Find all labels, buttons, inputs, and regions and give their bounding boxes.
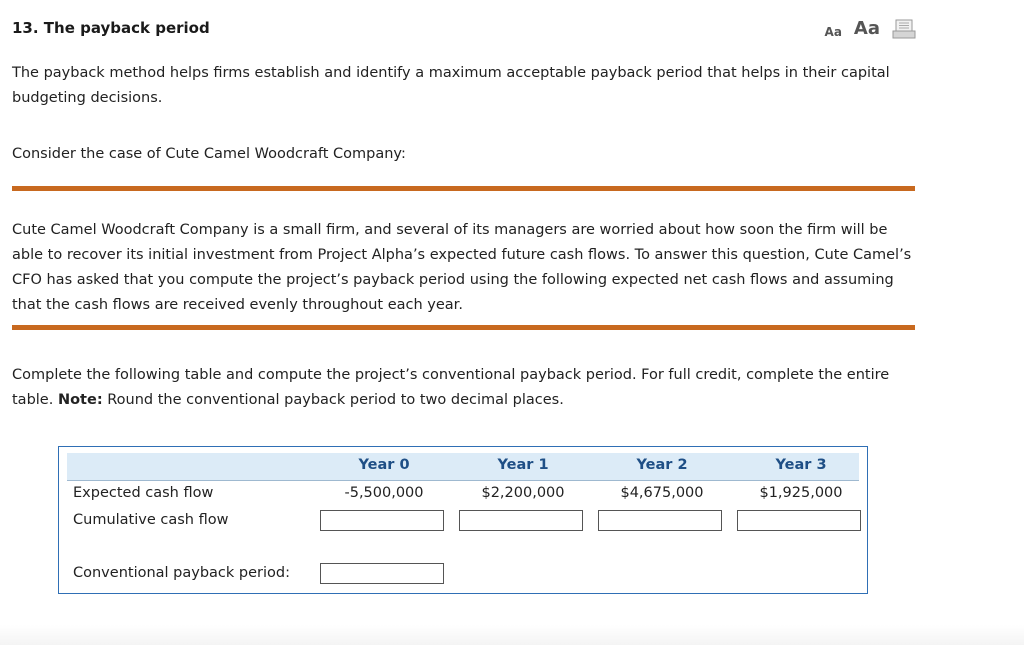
expected-cash-flow-year-2: $4,675,000 [620, 485, 704, 501]
increase-font-button[interactable]: Aa [853, 18, 880, 39]
instruction-paragraph [12, 363, 917, 413]
column-header-year-2: Year 2 [636, 457, 688, 473]
cumulative-cash-flow-year-1-input[interactable] [459, 510, 583, 531]
cumulative-cash-flow-year-3-input[interactable] [737, 510, 861, 531]
column-header-year-0: Year 0 [358, 457, 410, 473]
note-label: Note: [57, 392, 103, 408]
payback-table [58, 446, 868, 594]
decrease-font-button[interactable]: Aa [824, 25, 842, 39]
column-header-year-1: Year 1 [497, 457, 549, 473]
instruction-text: Complete the following table and compute the project’s conventional payback period. For full credit, complete the entire table. [12, 367, 890, 408]
cumulative-cash-flow-year-2-input[interactable] [598, 510, 722, 531]
print-icon[interactable] [892, 19, 916, 39]
expected-cash-flow-year-0: -5,500,000 [344, 485, 424, 501]
payback-period-label: Conventional payback period: [73, 565, 290, 581]
column-header-year-3: Year 3 [775, 457, 827, 473]
section-divider-bottom [12, 325, 915, 330]
page-title: 13. The payback period [12, 19, 210, 37]
expected-cash-flow-year-1: $2,200,000 [481, 485, 565, 501]
cumulative-cash-flow-year-0-input[interactable] [320, 510, 444, 531]
expected-cash-flow-year-3: $1,925,000 [759, 485, 843, 501]
cumulative-cash-flow-label: Cumulative cash flow [73, 512, 229, 528]
table-header-row [67, 453, 859, 481]
font-size-controls [825, 18, 916, 39]
section-divider-top [12, 186, 915, 191]
consider-paragraph: Consider the case of Cute Camel Woodcraft Company: [12, 146, 406, 162]
payback-period-input[interactable] [320, 563, 444, 584]
intro-paragraph: The payback method helps firms establish and identify a maximum acceptable payback period that helps in their capital budgeting decisions. [12, 65, 890, 106]
expected-cash-flow-label: Expected cash flow [73, 485, 214, 501]
bottom-fade [0, 625, 1024, 645]
scenario-paragraph: Cute Camel Woodcraft Company is a small firm, and several of its managers are worried about how soon the firm will be able to recover its initial investment from Project Alpha’s expected future cash flows. To answer this question, Cute Camel’s CFO has asked that you compute the project’s payback period using the following expected net cash flows and assuming that the cash flows are received evenly throughout each year. [12, 222, 912, 313]
note-text: Round the conventional payback period to two decimal places. [102, 392, 564, 408]
